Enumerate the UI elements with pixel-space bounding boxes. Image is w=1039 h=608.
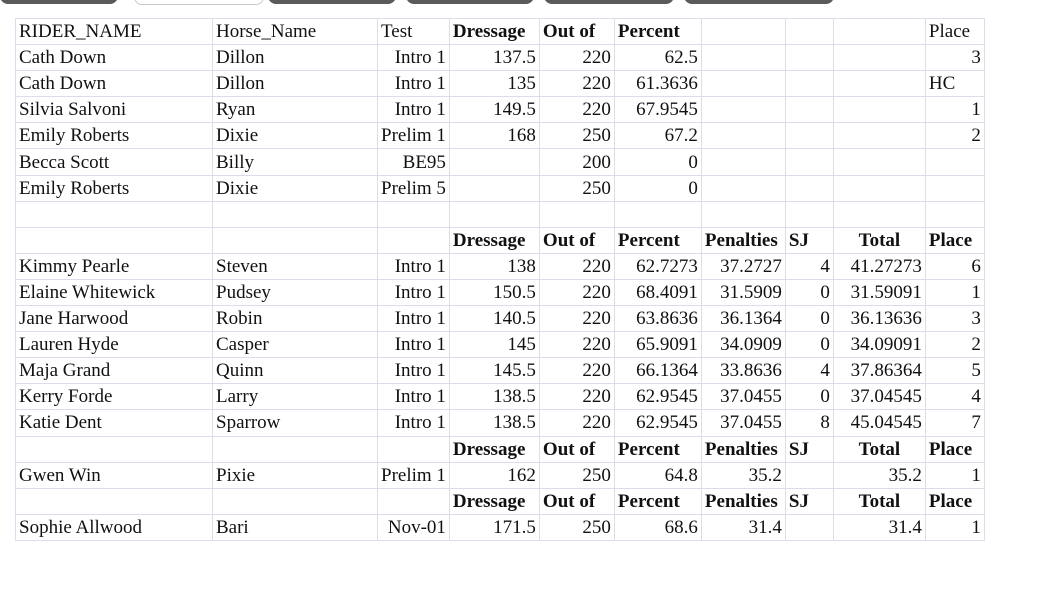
cell-rider[interactable]: Becca Scott xyxy=(16,149,213,175)
cell-place[interactable] xyxy=(925,149,984,175)
cell-rider[interactable] xyxy=(16,436,213,462)
cell-place[interactable] xyxy=(925,201,984,227)
cell-test[interactable]: Intro 1 xyxy=(378,71,450,97)
cell-penalties[interactable]: 37.0455 xyxy=(701,410,785,436)
subheader-row xyxy=(16,436,985,462)
cell-dressage[interactable]: 150.5 xyxy=(449,279,539,305)
cell-place[interactable]: 7 xyxy=(925,410,984,436)
table-row xyxy=(16,306,985,332)
cell-penalties[interactable]: 35.2 xyxy=(701,462,785,488)
cell-sj[interactable] xyxy=(785,514,833,540)
cell-percent[interactable]: 67.9545 xyxy=(614,97,701,123)
sheet-tab[interactable] xyxy=(406,0,534,4)
cell-total[interactable]: 31.4 xyxy=(833,514,925,540)
cell-test[interactable] xyxy=(378,201,450,227)
cell-dressage[interactable]: 135 xyxy=(449,71,539,97)
cell-test[interactable] xyxy=(378,436,450,462)
cell-test[interactable] xyxy=(378,488,450,514)
cell-sj[interactable] xyxy=(785,97,833,123)
cell-percent[interactable]: 67.2 xyxy=(614,123,701,149)
cell-place[interactable]: 1 xyxy=(925,97,984,123)
table-row xyxy=(16,97,985,123)
cell-test[interactable]: Intro 1 xyxy=(378,97,450,123)
cell-penalties[interactable] xyxy=(701,45,785,71)
cell-test[interactable]: Intro 1 xyxy=(378,279,450,305)
cell-sj[interactable] xyxy=(785,19,833,45)
cell-penalties[interactable]: 31.5909 xyxy=(701,279,785,305)
cell-rider[interactable]: Katie Dent xyxy=(16,410,213,436)
cell-place[interactable]: Place xyxy=(925,488,984,514)
cell-sj[interactable] xyxy=(785,462,833,488)
cell-percent[interactable]: 62.9545 xyxy=(614,410,701,436)
cell-penalties[interactable]: Penalties xyxy=(701,227,785,253)
cell-total[interactable] xyxy=(833,45,925,71)
cell-rider[interactable]: Sophie Allwood xyxy=(16,514,213,540)
cell-test[interactable]: BE95 xyxy=(378,149,450,175)
cell-sj[interactable]: 0 xyxy=(785,279,833,305)
cell-rider[interactable]: Gwen Win xyxy=(16,462,213,488)
cell-horse[interactable]: Casper xyxy=(213,332,378,358)
cell-rider[interactable]: RIDER_NAME xyxy=(16,19,213,45)
cell-horse[interactable]: Horse_Name xyxy=(213,19,378,45)
cell-sj[interactable] xyxy=(785,45,833,71)
cell-penalties[interactable] xyxy=(701,175,785,201)
cell-test[interactable]: Intro 1 xyxy=(378,253,450,279)
cell-rider[interactable] xyxy=(16,227,213,253)
cell-percent[interactable]: 68.4091 xyxy=(614,279,701,305)
cell-place[interactable]: 5 xyxy=(925,358,984,384)
cell-place[interactable]: Place xyxy=(925,436,984,462)
cell-penalties[interactable]: Penalties xyxy=(701,436,785,462)
cell-place[interactable]: 3 xyxy=(925,306,984,332)
cell-dressage[interactable] xyxy=(449,175,539,201)
cell-penalties[interactable]: 37.2727 xyxy=(701,253,785,279)
cell-sj[interactable]: 0 xyxy=(785,306,833,332)
cell-dressage[interactable]: Dressage xyxy=(449,488,539,514)
cell-place[interactable] xyxy=(925,175,984,201)
cell-total[interactable] xyxy=(833,149,925,175)
table-row xyxy=(16,45,985,71)
table-row xyxy=(16,149,985,175)
spreadsheet-grid xyxy=(15,18,985,541)
table-row xyxy=(16,175,985,201)
cell-outof[interactable] xyxy=(539,201,614,227)
cell-place[interactable]: 1 xyxy=(925,462,984,488)
cell-penalties[interactable]: 33.8636 xyxy=(701,358,785,384)
cell-horse[interactable] xyxy=(213,227,378,253)
cell-percent[interactable]: 0 xyxy=(614,149,701,175)
cell-place[interactable]: Place xyxy=(925,227,984,253)
cell-test[interactable]: Intro 1 xyxy=(378,306,450,332)
table-row xyxy=(16,410,985,436)
sheet-tab[interactable] xyxy=(544,0,674,4)
cell-place[interactable]: 4 xyxy=(925,384,984,410)
cell-place[interactable]: 1 xyxy=(925,514,984,540)
sheet-tab[interactable] xyxy=(0,0,118,4)
cell-horse[interactable]: Bari xyxy=(213,514,378,540)
cell-dressage[interactable]: 140.5 xyxy=(449,306,539,332)
cell-total[interactable]: 37.04545 xyxy=(833,384,925,410)
cell-percent[interactable]: 62.5 xyxy=(614,45,701,71)
cell-test[interactable] xyxy=(378,227,450,253)
cell-place[interactable]: 2 xyxy=(925,332,984,358)
cell-rider[interactable]: Elaine Whitewick xyxy=(16,279,213,305)
table-row xyxy=(16,71,985,97)
sheet-tab-active[interactable] xyxy=(134,0,264,5)
cell-sj[interactable]: 4 xyxy=(785,253,833,279)
table-row xyxy=(16,358,985,384)
cell-sj[interactable]: SJ xyxy=(785,227,833,253)
subheader-row xyxy=(16,227,985,253)
cell-percent[interactable]: 68.6 xyxy=(614,514,701,540)
cell-rider[interactable]: Emily Roberts xyxy=(16,175,213,201)
cell-percent[interactable]: 64.8 xyxy=(614,462,701,488)
cell-total[interactable]: 45.04545 xyxy=(833,410,925,436)
sheet-tab-strip xyxy=(0,0,1039,6)
cell-total[interactable] xyxy=(833,175,925,201)
table-row xyxy=(16,384,985,410)
cell-horse[interactable]: Dixie xyxy=(213,123,378,149)
cell-outof[interactable]: 200 xyxy=(539,149,614,175)
header-row xyxy=(16,19,985,45)
cell-percent[interactable]: Percent xyxy=(614,19,701,45)
cell-penalties[interactable] xyxy=(701,123,785,149)
cell-dressage[interactable]: 149.5 xyxy=(449,97,539,123)
cell-rider[interactable]: Maja Grand xyxy=(16,358,213,384)
cell-total[interactable]: 35.2 xyxy=(833,462,925,488)
cell-test[interactable]: Nov-01 xyxy=(378,514,450,540)
cell-outof[interactable]: 220 xyxy=(539,358,614,384)
cell-dressage[interactable]: 138 xyxy=(449,253,539,279)
sheet-tab[interactable] xyxy=(268,0,396,4)
cell-dressage[interactable]: 168 xyxy=(449,123,539,149)
cell-total[interactable]: 34.09091 xyxy=(833,332,925,358)
cell-test[interactable]: Intro 1 xyxy=(378,410,450,436)
cell-outof[interactable]: 250 xyxy=(539,175,614,201)
cell-total[interactable]: Total xyxy=(833,227,925,253)
cell-rider[interactable]: Emily Roberts xyxy=(16,123,213,149)
cell-horse[interactable]: Ryan xyxy=(213,97,378,123)
cell-outof[interactable]: 220 xyxy=(539,332,614,358)
cell-sj[interactable]: 4 xyxy=(785,358,833,384)
cell-outof[interactable]: 220 xyxy=(539,97,614,123)
cell-sj[interactable]: 8 xyxy=(785,410,833,436)
cell-horse[interactable]: Dixie xyxy=(213,175,378,201)
cell-penalties[interactable] xyxy=(701,201,785,227)
cell-outof[interactable]: 220 xyxy=(539,253,614,279)
cell-outof[interactable]: 220 xyxy=(539,279,614,305)
cell-outof[interactable]: 220 xyxy=(539,384,614,410)
cell-sj[interactable] xyxy=(785,175,833,201)
subheader-row xyxy=(16,488,985,514)
cell-dressage[interactable]: Dressage xyxy=(449,436,539,462)
cell-penalties[interactable] xyxy=(701,149,785,175)
cell-dressage[interactable]: 138.5 xyxy=(449,384,539,410)
cell-percent[interactable]: Percent xyxy=(614,488,701,514)
cell-horse[interactable]: Sparrow xyxy=(213,410,378,436)
cell-horse[interactable]: Steven xyxy=(213,253,378,279)
cell-rider[interactable] xyxy=(16,488,213,514)
cell-total[interactable] xyxy=(833,201,925,227)
cell-rider[interactable]: Cath Down xyxy=(16,45,213,71)
cell-test[interactable]: Intro 1 xyxy=(378,45,450,71)
cell-outof[interactable]: Out of xyxy=(539,488,614,514)
cell-dressage[interactable]: 138.5 xyxy=(449,410,539,436)
table-row xyxy=(16,332,985,358)
cell-percent[interactable]: Percent xyxy=(614,436,701,462)
cell-horse[interactable]: Pudsey xyxy=(213,279,378,305)
cell-dressage[interactable]: 137.5 xyxy=(449,45,539,71)
cell-outof[interactable]: Out of xyxy=(539,436,614,462)
cell-outof[interactable]: 220 xyxy=(539,306,614,332)
cell-penalties[interactable]: 36.1364 xyxy=(701,306,785,332)
cell-total[interactable]: 41.27273 xyxy=(833,253,925,279)
cell-sj[interactable] xyxy=(785,201,833,227)
cell-percent[interactable]: 66.1364 xyxy=(614,358,701,384)
cell-place[interactable]: HC xyxy=(925,71,984,97)
cell-test[interactable]: Intro 1 xyxy=(378,358,450,384)
cell-percent[interactable]: 61.3636 xyxy=(614,71,701,97)
cell-outof[interactable]: Out of xyxy=(539,19,614,45)
cell-total[interactable] xyxy=(833,19,925,45)
cell-percent[interactable]: 62.9545 xyxy=(614,384,701,410)
cell-outof[interactable]: 220 xyxy=(539,45,614,71)
cell-sj[interactable]: 0 xyxy=(785,384,833,410)
cell-horse[interactable]: Robin xyxy=(213,306,378,332)
cell-dressage[interactable]: 145.5 xyxy=(449,358,539,384)
cell-test[interactable]: Test xyxy=(378,19,450,45)
cell-dressage[interactable]: 171.5 xyxy=(449,514,539,540)
cell-rider[interactable]: Kerry Forde xyxy=(16,384,213,410)
cell-total[interactable] xyxy=(833,71,925,97)
cell-place[interactable]: 3 xyxy=(925,45,984,71)
cell-rider[interactable]: Kimmy Pearle xyxy=(16,253,213,279)
cell-percent[interactable]: 62.7273 xyxy=(614,253,701,279)
cell-rider[interactable] xyxy=(16,201,213,227)
cell-test[interactable]: Prelim 1 xyxy=(378,123,450,149)
cell-total[interactable]: 36.13636 xyxy=(833,306,925,332)
cell-penalties[interactable]: 31.4 xyxy=(701,514,785,540)
cell-total[interactable]: 37.86364 xyxy=(833,358,925,384)
cell-penalties[interactable] xyxy=(701,97,785,123)
cell-rider[interactable]: Cath Down xyxy=(16,71,213,97)
cell-outof[interactable]: 250 xyxy=(539,123,614,149)
cell-dressage[interactable]: Dressage xyxy=(449,19,539,45)
cell-place[interactable]: 2 xyxy=(925,123,984,149)
cell-horse[interactable]: Quinn xyxy=(213,358,378,384)
table-row xyxy=(16,514,985,540)
cell-sj[interactable]: SJ xyxy=(785,488,833,514)
cell-test[interactable]: Intro 1 xyxy=(378,332,450,358)
cell-percent[interactable]: 63.8636 xyxy=(614,306,701,332)
cell-horse[interactable]: Pixie xyxy=(213,462,378,488)
cell-total[interactable]: Total xyxy=(833,488,925,514)
cell-horse[interactable] xyxy=(213,488,378,514)
table-row xyxy=(16,253,985,279)
cell-test[interactable]: Prelim 5 xyxy=(378,175,450,201)
cell-penalties[interactable]: Penalties xyxy=(701,488,785,514)
sheet-tab[interactable] xyxy=(684,0,834,4)
cell-dressage[interactable]: Dressage xyxy=(449,227,539,253)
cell-outof[interactable]: 250 xyxy=(539,514,614,540)
cell-sj[interactable]: 0 xyxy=(785,332,833,358)
cell-test[interactable]: Intro 1 xyxy=(378,384,450,410)
cell-penalties[interactable] xyxy=(701,71,785,97)
cell-total[interactable]: Total xyxy=(833,436,925,462)
cell-percent[interactable]: 0 xyxy=(614,175,701,201)
cell-rider[interactable]: Jane Harwood xyxy=(16,306,213,332)
cell-horse[interactable]: Billy xyxy=(213,149,378,175)
cell-percent[interactable]: 65.9091 xyxy=(614,332,701,358)
cell-percent[interactable] xyxy=(614,201,701,227)
cell-sj[interactable]: SJ xyxy=(785,436,833,462)
cell-sj[interactable] xyxy=(785,123,833,149)
cell-penalties[interactable]: 37.0455 xyxy=(701,384,785,410)
cell-horse[interactable] xyxy=(213,436,378,462)
cell-sj[interactable] xyxy=(785,71,833,97)
cell-place[interactable]: Place xyxy=(925,19,984,45)
table-row xyxy=(16,123,985,149)
cell-outof[interactable]: 220 xyxy=(539,410,614,436)
cell-dressage[interactable]: 145 xyxy=(449,332,539,358)
cell-dressage[interactable]: 162 xyxy=(449,462,539,488)
cell-outof[interactable]: 220 xyxy=(539,71,614,97)
cell-place[interactable]: 1 xyxy=(925,279,984,305)
cell-outof[interactable]: 250 xyxy=(539,462,614,488)
cell-outof[interactable]: Out of xyxy=(539,227,614,253)
cell-horse[interactable]: Dillon xyxy=(213,45,378,71)
cell-place[interactable]: 6 xyxy=(925,253,984,279)
cell-rider[interactable]: Silvia Salvoni xyxy=(16,97,213,123)
cell-horse[interactable]: Dillon xyxy=(213,71,378,97)
cell-total[interactable] xyxy=(833,123,925,149)
cell-penalties[interactable] xyxy=(701,19,785,45)
cell-percent[interactable]: Percent xyxy=(614,227,701,253)
cell-sj[interactable] xyxy=(785,149,833,175)
table-row xyxy=(16,279,985,305)
cell-dressage[interactable] xyxy=(449,149,539,175)
cell-total[interactable]: 31.59091 xyxy=(833,279,925,305)
cell-total[interactable] xyxy=(833,97,925,123)
cell-horse[interactable] xyxy=(213,201,378,227)
cell-penalties[interactable]: 34.0909 xyxy=(701,332,785,358)
cell-dressage[interactable] xyxy=(449,201,539,227)
cell-rider[interactable]: Lauren Hyde xyxy=(16,332,213,358)
cell-test[interactable]: Prelim 1 xyxy=(378,462,450,488)
table-row xyxy=(16,462,985,488)
cell-horse[interactable]: Larry xyxy=(213,384,378,410)
table-row xyxy=(16,201,985,227)
